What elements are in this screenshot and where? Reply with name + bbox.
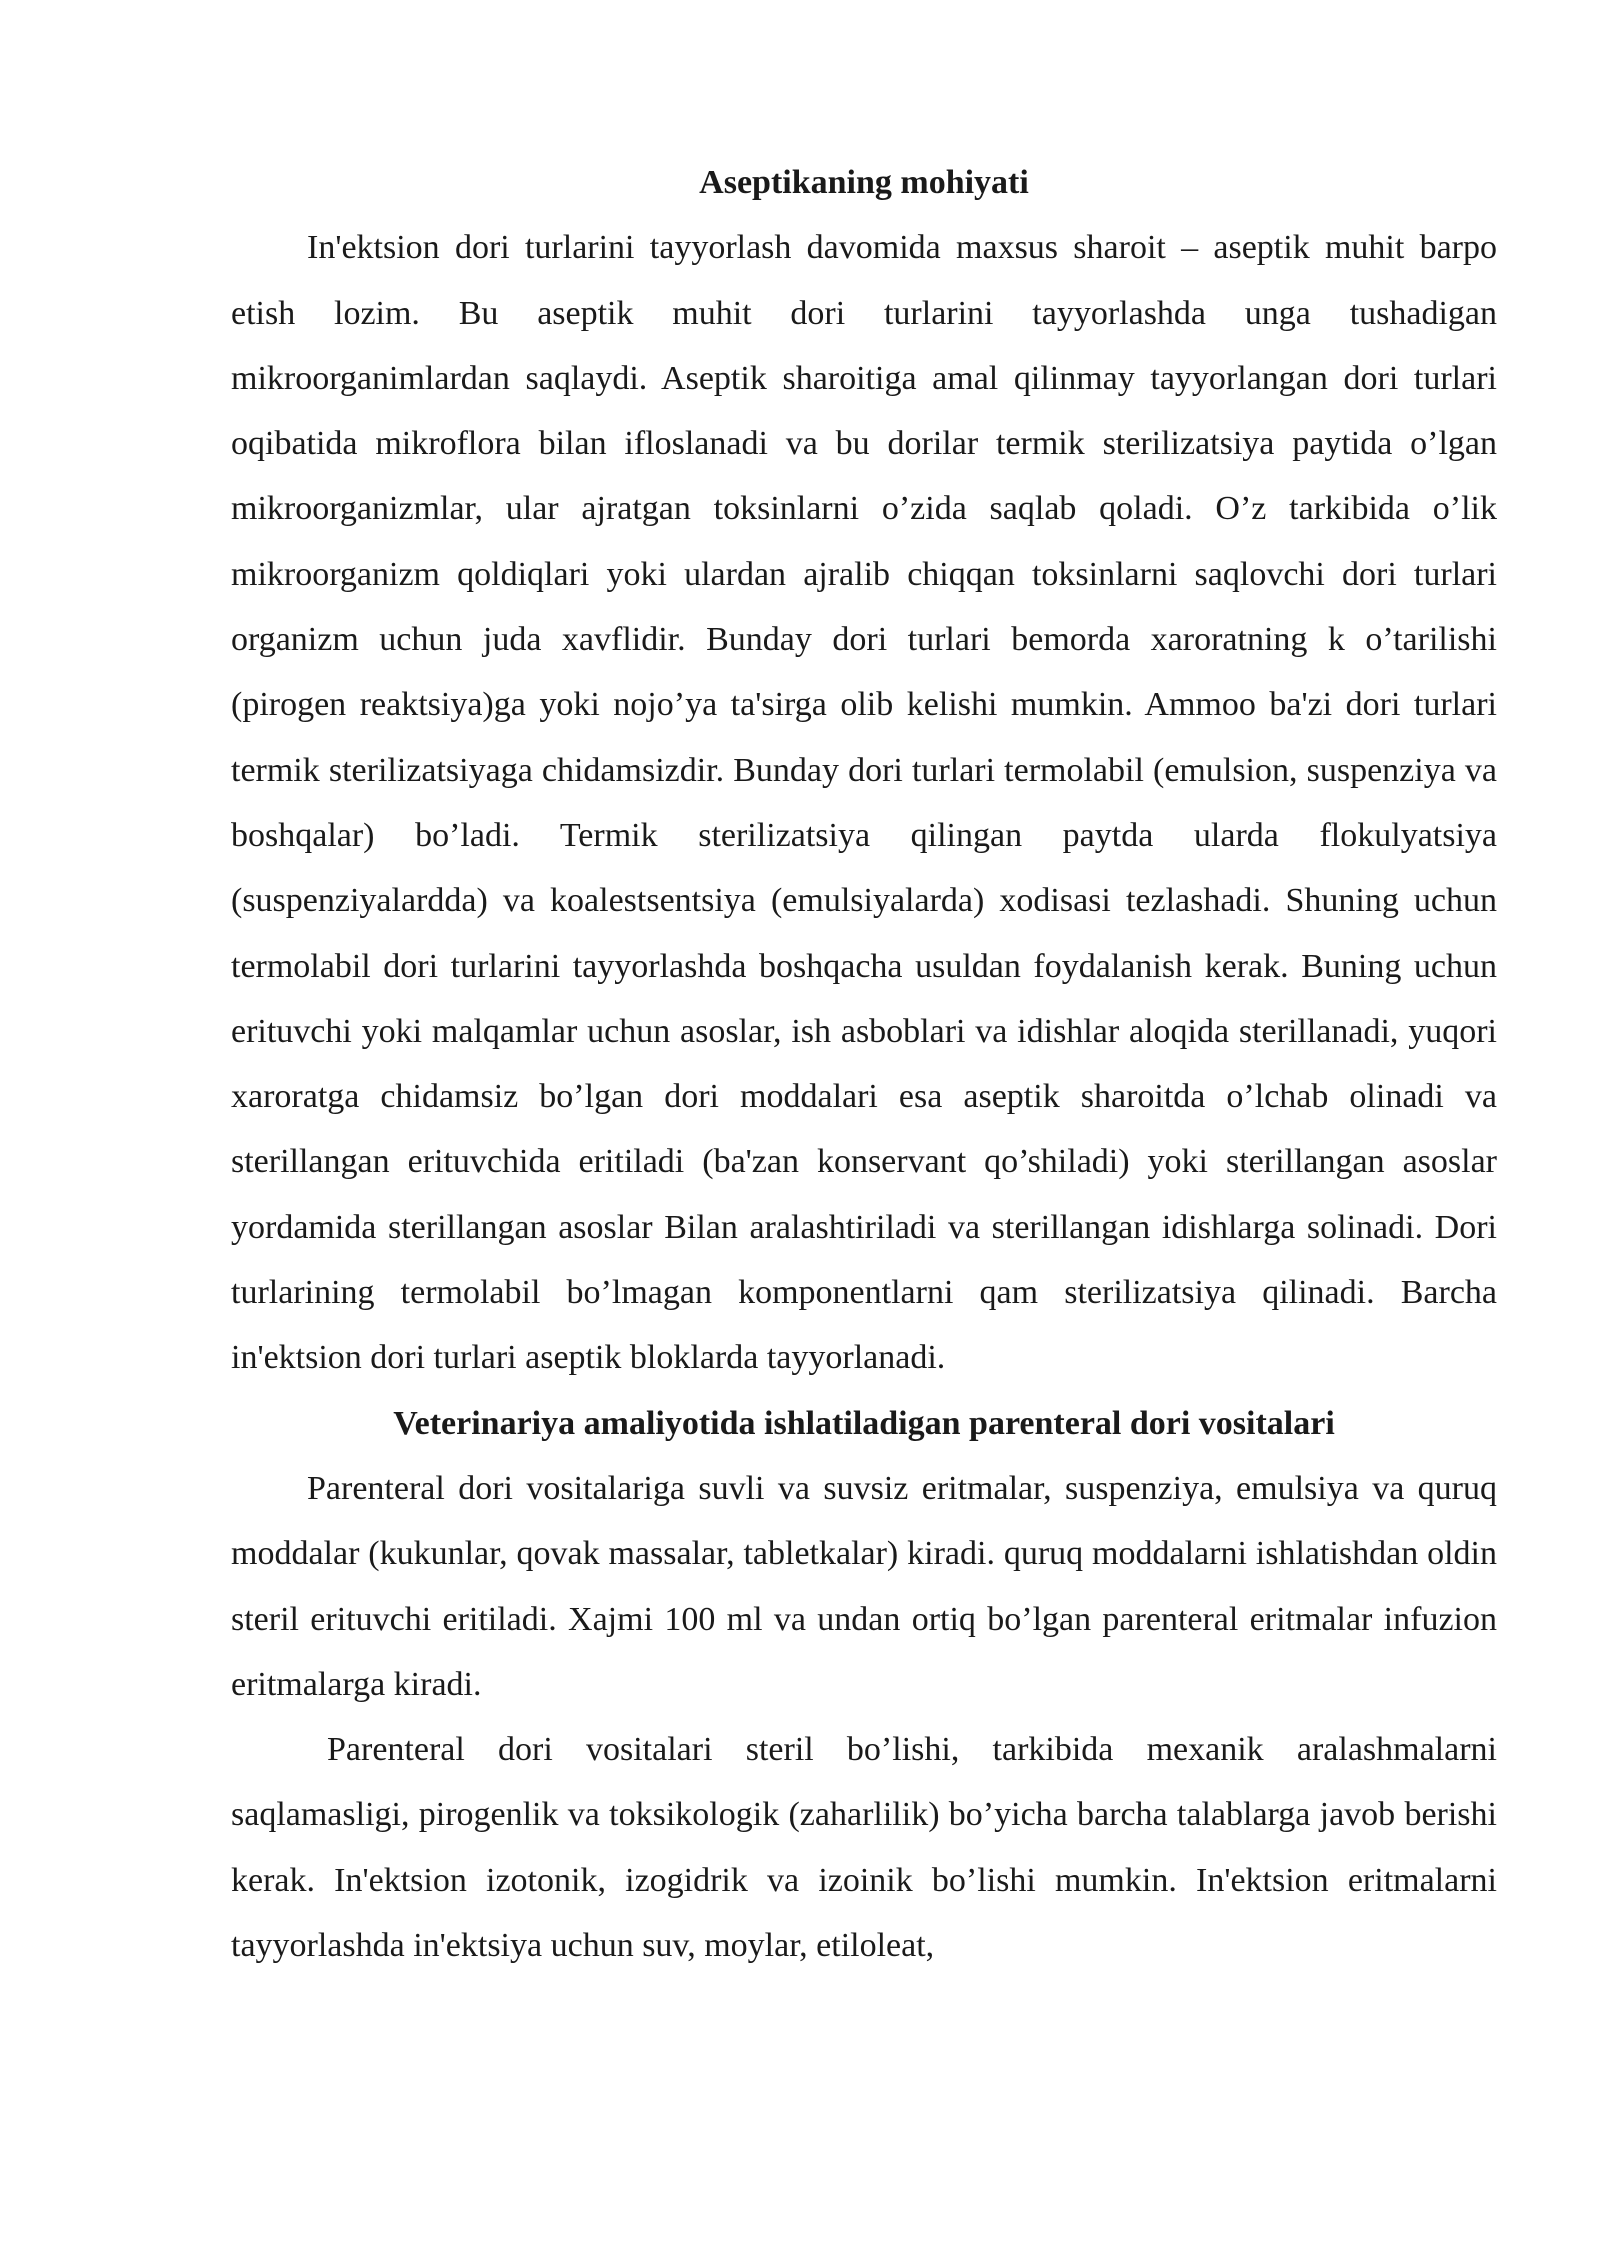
section-heading-parenteral: Veterinariya amaliyotida ishlatiladigan parenteral dori vositalari (393, 1404, 1335, 1442)
paragraph-parenteral-types: Parenteral dori vositalariga suvli va suvsiz eritmalar, suspenziya, emulsiya va quruq moddalar (kukunlar, qovak massalar, tabletkalar) kiradi. quruq moddalarni ishlatishdan oldin steril erituvchi eritiladi. Xajmi 100 ml va undan ortiq bo’lgan parenteral eritmalar infuzion eritmalarga kiradi. (231, 1469, 1497, 1703)
paragraph-asepsis: In'ektsion dori turlarini tayyorlash davomida maxsus sharoit – aseptik muhit barpo etish lozim. Bu aseptik muhit dori turlarini tayyorlashda unga tushadigan mikroorganimlardan saqlaydi. Aseptik sharoitiga amal qilinmay tayyorlangan dori turlari oqibatida mikroflora bilan ifloslanadi va bu dorilar termik sterilizatsiya paytida o’lgan mikroorganizmlar, ular ajratgan toksinlarni o’zida saqlab qoladi. O’z tarkibida o’lik mikroorganizm qoldiqlari yoki ulardan ajralib chiqqan toksinlarni saqlovchi dori turlari organizm uchun juda xavflidir. Bunday dori turlari bemorda xaroratning k o’tarilishi (pirogen reaktsiya)ga yoki nojo’ya ta'sirga olib kelishi mumkin. Ammoo ba'zi dori turlari termik sterilizatsiyaga chidamsizdir. Bunday dori turlari termolabil (emulsion, suspenziya va boshqalar) bo’ladi. Termik sterilizatsiya qilingan paytda ularda flokulyatsiya (suspenziyalardda) va koalestsentsiya (emulsiyalarda) xodisasi tezlashadi. Shuning uchun termolabil dori turlarini tayyorlashda boshqacha usuldan foydalanish kerak. Buning uchun erituvchi yoki malqamlar uchun asoslar, ish asboblari va idishlar aloqida sterillanadi, yuqori xaroratga chidamsiz bo’lgan dori moddalari esa aseptik sharoitda o’lchab olinadi va sterillangan erituvchida eritiladi (ba'zan konservant qo’shiladi) yoki sterillangan asoslar yordamida sterillangan asoslar Bilan aralashtiriladi va sterillangan idishlarga solinadi. Dori turlarining termolabil bo’lmagan komponentlarni qam sterilizatsiya qilinadi. Barcha in'ektsion dori turlari aseptik bloklarda tayyorlanadi. (231, 229, 1497, 1377)
section-heading-asepsis: Aseptikaning mohiyati (699, 164, 1029, 201)
paragraph-parenteral-requirements: Parenteral dori vositalari steril bo’lishi, tarkibida mexanik aralashmalarni saqlamasligi, pirogenlik va toksikologik (zaharlilik) bo’yicha barcha talablarga javob berishi kerak. In'ektsion izotonik, izogidrik va izoinik bo’lishi mumkin. In'ektsion eritmalarni tayyorlashda in'ektsiya uchun suv, moylar, etiloleat, (231, 1731, 1497, 1965)
document-page (231, 150, 1497, 1978)
